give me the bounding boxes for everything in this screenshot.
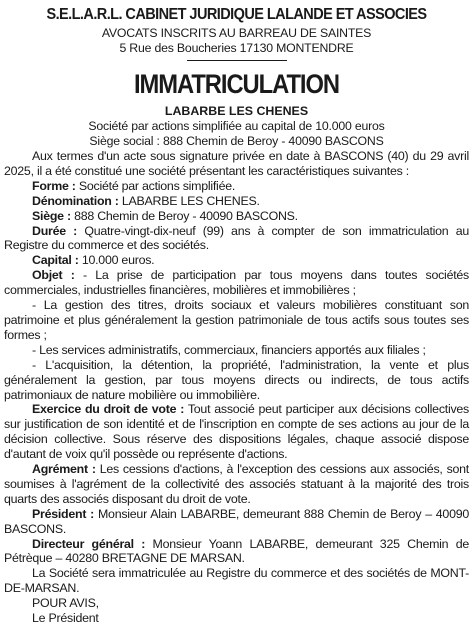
cabinet-bar: AVOCATS INSCRITS AU BARREAU DE SAINTES (101, 26, 372, 40)
rcs-paragraph: La Société sera immatriculée au Registre du commerce et des sociétés de MONT-DE-MARSAN. (4, 566, 469, 596)
objet-value: - La prise de participation par tous moyens dans toutes sociétés commerciales, industrielles financières, mobilières et immobilières ; (4, 268, 469, 298)
capital-paragraph (4, 253, 469, 268)
duree-paragraph (4, 224, 469, 254)
siege-value: 888 Chemin de Beroy - 40090 BASCONS. (70, 208, 298, 223)
siege-paragraph (4, 209, 469, 224)
denomination-value: LABARBE LES CHENES. (118, 193, 260, 208)
objet-label: Objet : (32, 268, 75, 283)
president-label: Président : (32, 506, 95, 521)
capital-value: 10.000 euros. (78, 253, 155, 268)
intro-paragraph: Aux termes d'un acte sous signature privée en date à BASCONS (40) du 29 avril 2025, il a été constitué une société présentant les caractéristiques suivantes : (4, 149, 469, 178)
vote-label: Exercice du droit de vote : (32, 402, 185, 417)
denomination-label: Dénomination : (32, 193, 119, 208)
company-seat: Siège social : 888 Chemin de Beroy - 40090 BASCONS (89, 134, 384, 148)
company-name: LABARBE LES CHENES (164, 104, 309, 118)
president-paragraph (4, 507, 469, 537)
forme-value: Société par actions simplifiée. (75, 178, 236, 193)
agrement-value: Les cessions d'actions, à l'exception des cessions aux associés, sont soumises à l'agrément de la collectivité des associés statuant à la majorité des trois quarts des associés disposant du droit de vote. (4, 462, 469, 506)
agrement-paragraph (4, 462, 469, 507)
forme-label: Forme : (32, 178, 76, 193)
objet-paragraph (4, 268, 469, 298)
capital-label: Capital : (32, 253, 79, 268)
dg-paragraph (4, 537, 469, 567)
agrement-label: Agrément : (32, 462, 96, 477)
objet-item-2: - La gestion des titres, droits sociaux et valeurs mobilières constituant son patrimoine et plus généralement la gestion patrimoniale de tous actifs sous toutes ses formes ; (4, 298, 469, 342)
company-capital: Société par actions simplifiée au capital de 10.000 euros (88, 119, 385, 133)
notice-body (4, 149, 469, 626)
divider (187, 60, 287, 61)
president-value: Monsieur Alain LABARBE, demeurant 888 Chemin de Beroy – 40090 BASCONS. (4, 506, 469, 536)
denomination-paragraph (4, 194, 469, 209)
notice-title: IMMATRICULATION (133, 69, 339, 99)
objet-item-4: - L'acquisition, la détention, la propriété, l'administration, la vente et plus généralement la gestion, par tous moyens directs ou indirects, de tous actifs patrimoniaux de nature mobilière ou immobilière. (4, 357, 469, 402)
dg-label: Directeur général : (32, 536, 146, 551)
vote-paragraph (4, 402, 469, 462)
objet-item-3: - Les services administratifs, commerciaux, financiers apportés aux filiales ; (32, 342, 426, 357)
cabinet-name: S.E.L.A.R.L. CABINET JURIDIQUE LALANDE ET ASSOCIES (46, 6, 427, 23)
cabinet-address: 5 Rue des Boucheries 17130 MONTENDRE (119, 41, 354, 55)
duree-value: Quatre-vingt-dix-neuf (99) ans à compter de son immatriculation au Registre du commerce et des sociétés. (4, 223, 469, 253)
signature: Le Président (32, 611, 99, 626)
duree-label: Durée : (32, 223, 78, 238)
siege-label: Siège : (32, 208, 71, 223)
vote-value: Tout associé peut participer aux décisions collectives sur justification de son identité et de l'inscription en compte de ses actions au jour de la décision collective. Sous réserve des dispositions légales, chaque associé dispose d'autant de voix qu'il possède ou représente d'actions. (4, 402, 469, 462)
pour-avis: POUR AVIS, (32, 596, 99, 611)
dg-value: Monsieur Yoann LABARBE, demeurant 325 Chemin de Pétrèque – 40280 BRETAGNE DE MARSAN. (4, 536, 469, 566)
forme-paragraph (4, 179, 469, 194)
